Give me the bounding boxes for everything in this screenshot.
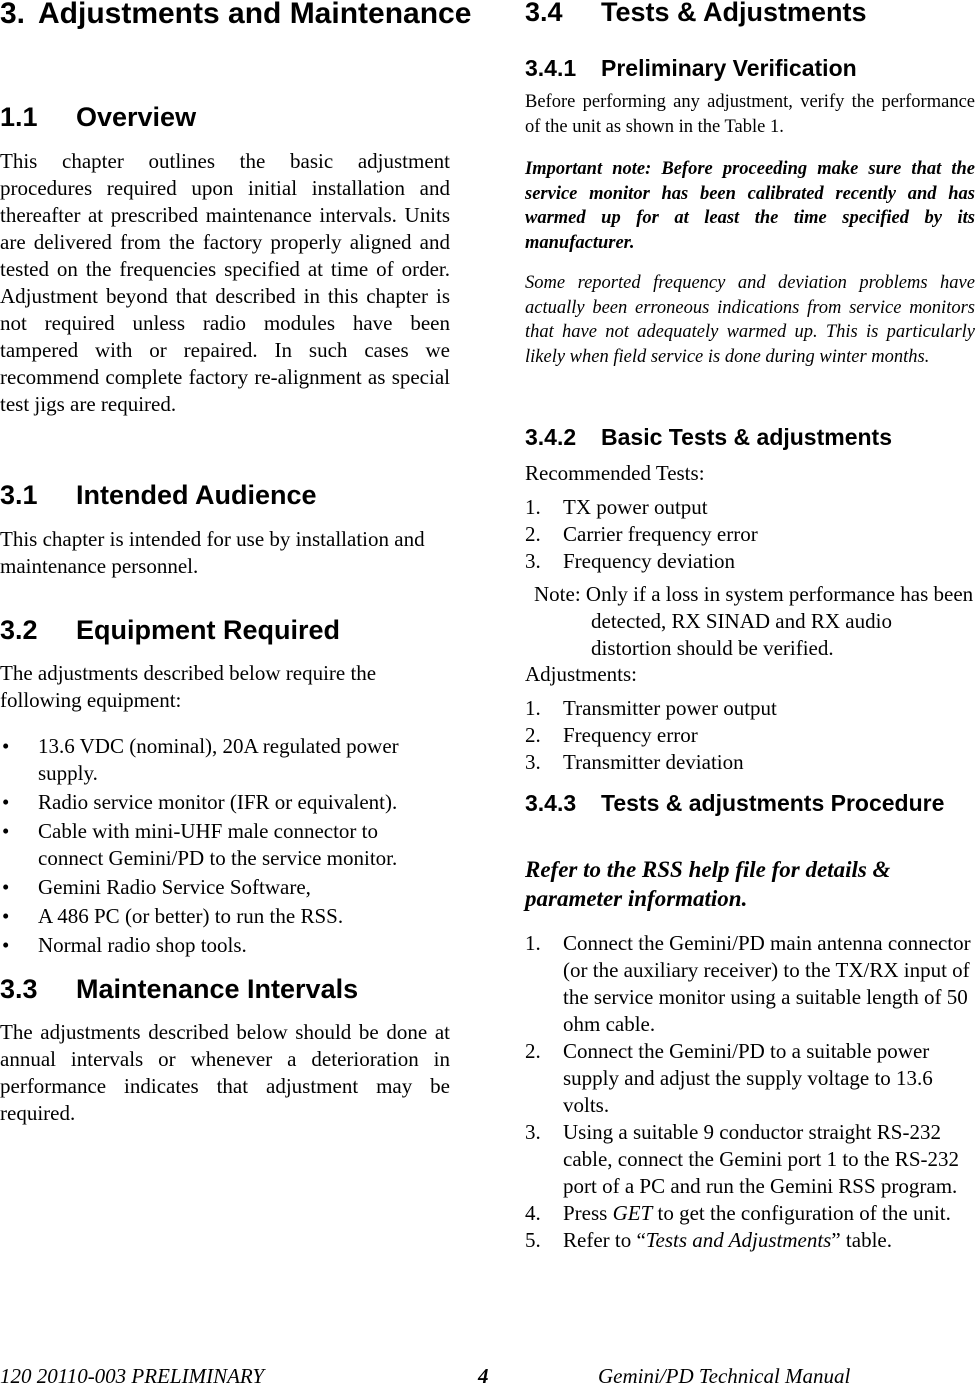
heading-maintenance-intervals: 3.3 Maintenance Intervals (0, 974, 359, 1004)
recommended-tests-list (525, 494, 975, 575)
list-item: 1. Transmitter power output (525, 696, 777, 720)
heading-procedure: 3.4.3 Tests & adjustments Procedure (525, 790, 945, 816)
equipment-list (0, 733, 440, 959)
sinad-note: Note: Only if a loss in system performance has been detected, RX SINAD and RX audio distortion should be verified. (534, 582, 974, 660)
list-item: • Cable with mini-UHF male connector to connect Gemini/PD to the service monitor. (2, 819, 398, 870)
warmup-note: Some reported frequency and deviation problems have actually been erroneous indications from service monitors that have not adequately warmed up. This is particularly likely when field service is done during winter months. (525, 273, 975, 367)
maintenance-intervals-body: The adjustments described below should be done at annual intervals or whenever a deterioration in performance indicates that adjustment may be required. (0, 1020, 450, 1125)
heading-basic-tests: 3.4.2 Basic Tests & adjustments (525, 424, 893, 450)
list-item: 1. TX power output (525, 495, 708, 519)
footer-page-number: 4 (478, 1364, 489, 1388)
heading-overview: 1.1 Overview (0, 102, 197, 132)
footer-manual-title: Gemini/PD Technical Manual (598, 1364, 851, 1388)
list-item: • Gemini Radio Service Software, (2, 875, 311, 899)
list-item: 2. Frequency error (525, 723, 698, 747)
important-note: Important note: Before proceeding make sure that the service monitor has been calibrated recently and has warmed up for at least the time specified by its manufacturer. (525, 159, 975, 253)
recommended-tests-label: Recommended Tests: (525, 461, 705, 485)
procedure-steps (525, 930, 975, 1254)
list-item: 3. Using a suitable 9 conductor straight RS-232 cable, connect the Gemini port 1 to the RS-232 port of a PC and run the Gemini RSS program. (525, 1120, 959, 1198)
list-item: 2. Connect the Gemini/PD to a suitable power supply and adjust the supply voltage to 13.6 volts. (525, 1039, 933, 1117)
heading-tests-adjustments: 3.4 Tests & Adjustments (525, 0, 867, 27)
list-item: • 13.6 VDC (nominal), 20A regulated power supply. (2, 734, 399, 785)
list-item: • Normal radio shop tools. (2, 933, 247, 957)
heading-equipment-required: 3.2 Equipment Required (0, 615, 341, 645)
list-item: • Radio service monitor (IFR or equivalent). (2, 790, 398, 814)
footer-doc-id: 120 20110-003 PRELIMINARY (0, 1364, 265, 1388)
list-item: 2. Carrier frequency error (525, 522, 758, 546)
heading-preliminary-verification: 3.4.1 Preliminary Verification (525, 55, 857, 81)
list-item: 3. Frequency deviation (525, 549, 736, 573)
list-item: • A 486 PC (or better) to run the RSS. (2, 904, 344, 928)
overview-body: This chapter outlines the basic adjustment procedures required upon initial installation and thereafter at prescribed maintenance intervals. Units are delivered from the factory properly aligned and tested on the frequencies specified at time of order. Adjustment beyond that described in this chapter is not required unless radio modules have been tampered with or repaired. In such cases we recommend complete factory re-alignment as special test jigs are required. (0, 149, 450, 416)
adjustments-list (525, 695, 975, 776)
intended-audience-body: This chapter is intended for use by installation and maintenance personnel. (0, 527, 425, 578)
page-footer (0, 1364, 975, 1388)
preliminary-body: Before performing any adjustment, verify the performance of the unit as shown in the Table 1. (525, 92, 975, 137)
list-item: 1. Connect the Gemini/PD main antenna connector (or the auxiliary receiver) to the TX/RX input of the service monitor using a suitable length of 50 ohm cable. (525, 931, 971, 1036)
chapter-number: 3. (0, 0, 26, 30)
list-item: 4. Press GET to get the configuration of the unit. (525, 1201, 951, 1225)
list-item: 5. Refer to “Tests and Adjustments” table. (525, 1228, 892, 1252)
equipment-intro: The adjustments described below require the following equipment: (0, 661, 377, 712)
heading-intended-audience: 3.1 Intended Audience (0, 480, 317, 510)
list-item: 3. Transmitter deviation (525, 750, 744, 774)
chapter-title-text: Adjustments and Maintenance (38, 0, 472, 30)
rss-help-note: Refer to the RSS help file for details & parameter information. (525, 857, 891, 911)
chapter-title (0, 0, 478, 33)
adjustments-label: Adjustments: (525, 662, 638, 686)
